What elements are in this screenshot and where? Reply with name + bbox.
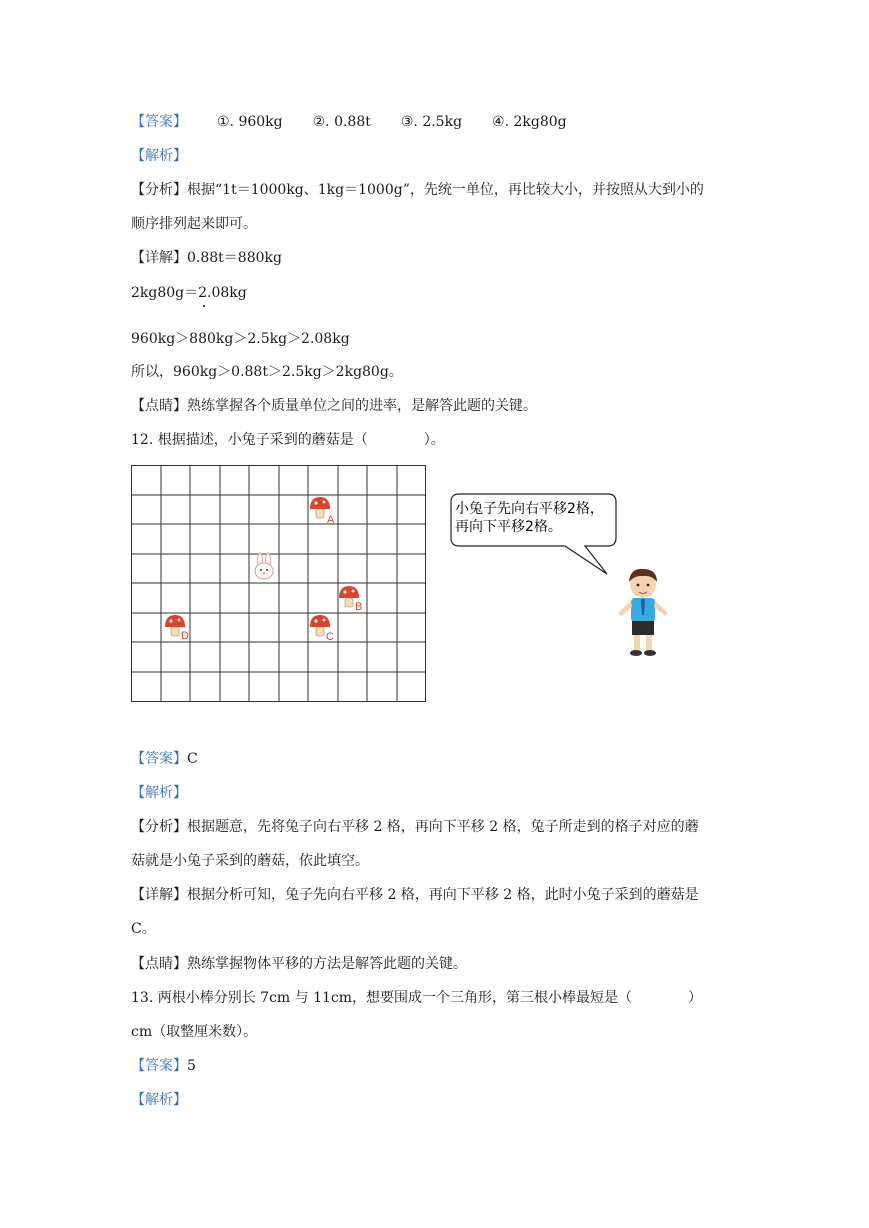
q13-question-line-1: 13. 两根小棒分别长 7cm 与 11cm，想要围成一个三角形，第三根小棒最短是（ ） (131, 990, 703, 1006)
boy-icon (608, 565, 678, 665)
q12-fenxi-line-2: 菇就是小兔子采到的蘑菇，依此填空。 (131, 853, 369, 869)
q12-question: 12. 根据描述，小兔子采到的蘑菇是（ ）。 (131, 432, 445, 448)
q12-xiangjie-line-2: C。 (131, 921, 156, 937)
xiangjie-text: 根据分析可知，兔子先向右平移 2 格，再向下平移 2 格，此时小兔子采到的蘑菇是 (187, 887, 699, 903)
answer-tag: 【答案】 (131, 1058, 187, 1074)
answer-item: ④. 2kg80g (492, 114, 567, 130)
q13-analysis-tag: 【解析】 (131, 1092, 187, 1108)
q12-fenxi-line-1 (131, 817, 699, 837)
q11-step-2: 2kg80g＝2.08kg (131, 285, 247, 301)
q13-answer-line (131, 1056, 196, 1076)
dianjing-tag: 【点睛】 (131, 956, 187, 972)
answer-tag: 【答案】 (131, 751, 187, 767)
mushroom-label-c: C (326, 631, 334, 643)
q11-fenxi-line-1 (131, 180, 704, 200)
answer-value: 5 (187, 1058, 196, 1074)
bubble-line-2: 再向下平移2格。 (455, 519, 562, 535)
rabbit-icon (255, 553, 273, 579)
q11-step-3: 960kg＞880kg＞2.5kg＞2.08kg (131, 331, 350, 347)
q11-step-4: 所以，960kg＞0.88t＞2.5kg＞2kg80g。 (131, 364, 403, 380)
answer-item: ②. 0.88t (312, 114, 371, 130)
dianjing-text: 熟练掌握各个质量单位之间的进率，是解答此题的关键。 (187, 398, 537, 414)
grid-lines (131, 465, 426, 702)
q11-fenxi-line-2: 顺序排列起来即可。 (131, 216, 257, 232)
mushroom-label-b: B (355, 601, 363, 613)
q12-answer-line (131, 749, 198, 769)
mushroom-label-a: A (327, 514, 335, 526)
answer-item: ①. 960kg (217, 114, 283, 130)
q11-analysis-tag: 【解析】 (131, 148, 187, 164)
xiangjie-tag: 【详解】 (131, 250, 187, 266)
bubble-line-1: 小兔子先向右平移2格， (455, 501, 604, 517)
q11-dianjing-line (131, 396, 537, 416)
answer-value: C (187, 751, 198, 767)
fenxi-tag: 【分析】 (131, 182, 187, 198)
mushroom-grid (131, 465, 427, 703)
mushroom-label-d: D (181, 630, 189, 642)
fenxi-tag: 【分析】 (131, 819, 187, 835)
q11-xiangjie-line (131, 248, 282, 268)
q11-answer-line (131, 112, 567, 132)
q13-question-line-2: cm（取整厘米数）。 (131, 1024, 258, 1040)
stray-dot (203, 305, 205, 307)
answer-item: ③. 2.5kg (400, 114, 463, 130)
bubble-text (455, 500, 604, 536)
fenxi-text: 根据“1t＝1000kg、1kg＝1000g”，先统一单位，再比较大小，并按照从大到小的 (187, 182, 704, 198)
answer-tag: 【答案】 (131, 114, 187, 130)
q12-analysis-tag: 【解析】 (131, 785, 187, 801)
dianjing-text: 熟练掌握物体平移的方法是解答此题的关键。 (187, 956, 467, 972)
xiangjie-text: 0.88t＝880kg (187, 250, 282, 266)
q12-xiangjie-line-1 (131, 885, 699, 905)
xiangjie-tag: 【详解】 (131, 887, 187, 903)
fenxi-text: 根据题意，先将兔子向右平移 2 格，再向下平移 2 格，兔子所走到的格子对应的蘑 (187, 819, 699, 835)
dianjing-tag: 【点睛】 (131, 398, 187, 414)
q12-dianjing-line (131, 954, 467, 974)
